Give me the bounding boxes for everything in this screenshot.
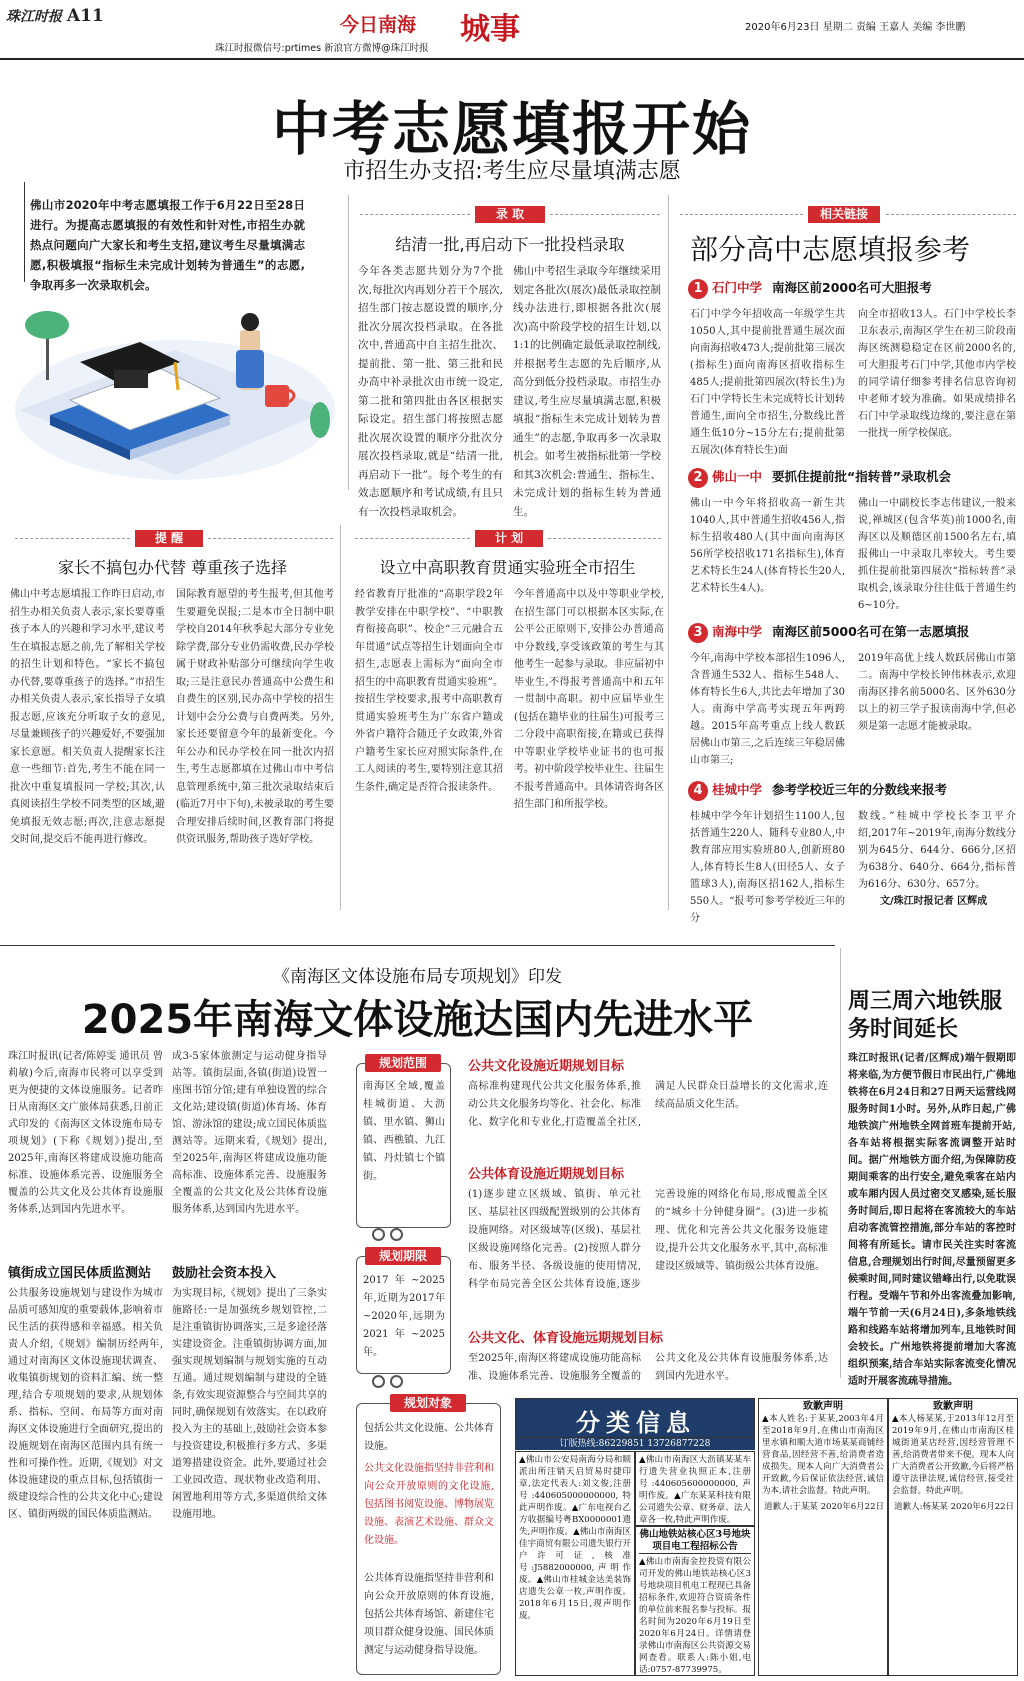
link-s3-c1: 今年,南海中学校本部招生1096人,含普通生532人、指标生548人、体育特长生6人,共比去年增加了30人。南海中学高考实现五年两跨越。2015年高考重点上线人数跃居佛山市第三,之后连续三年稳居佛山市第三; <box>690 653 845 766</box>
weibo-line: 珠江时报微信号:prtimes 新浪官方微博@珠江时报 <box>215 43 429 54</box>
box-scope-label: 规划范围 <box>365 1054 441 1072</box>
box-target-label: 规划对象 <box>390 1394 466 1412</box>
wenti-title: 2025年南海文体设施达国内先进水平 <box>81 997 754 1043</box>
box-period-label: 规划期限 <box>365 1247 441 1265</box>
edition-label: 今日南海 <box>340 14 417 36</box>
tixing-title: 家长不搞包办代替 尊重孩子选择 <box>57 558 288 577</box>
link-byline: 文/珠江时报记者 区辉成 <box>880 896 988 907</box>
link-s3-head: 3 南海中学 南海区前5000名可在第一志愿填报 <box>688 622 969 643</box>
link-s1-head: 1 石门中学 南海区前2000名可大胆报考 <box>688 278 932 299</box>
masthead-logo: 珠江时报 A11 <box>6 6 104 26</box>
wenti-sub1: 镇街成立国民体质监测站 <box>8 1266 152 1281</box>
section-label: 城事 <box>460 12 520 47</box>
box-scope-text: 南海区全域,覆盖桂城街道、大沥镇、里水镇、狮山镇、西樵镇、九江镇、丹灶镇七个镇街。 <box>363 1081 445 1182</box>
tixing-tag: 提 醒 <box>135 530 203 547</box>
ad-apology-1: 致歉声明 ▲本人姓名:于某某,2003年4月至2018年9月,在佛山市南海区里水镇和顺大道市场某某商铺经营食品,因经营不善,给消费者造成损失。现本人向广大消费者公开致歉,今后保证依法经营,诚信为本,请社会监督。特此声明。 道歉人:于某某 2020年6月22日 <box>758 1398 888 1676</box>
ad-block-2: ▲佛山市南海区大沥镇某某车行遗失营业执照正本,注册号:440605600000000,声明作废。▲广东某某科技有限公司遗失公章、财务章、法人章各一枚,特此声明作废。 <box>635 1451 755 1526</box>
jihua-title: 设立中高职教育贯通实验班全市招生 <box>379 558 636 577</box>
jihua-col1: 经省教育厅批准的“高职学段2年教学安排在中职学校”、“中职教育衔接高职”、校企“三元融合五年贯通”试点等招生计划面向全市招生,志愿表上需标为“面向全市招生的中高职教育贯通实验班”。按招生学校要求,报考中高职教育贯通实验班考生为广东省户籍或外省户籍符合随迁子女政策,外省户籍考生家长应对照实际条件,在工人阅读的考生,要特别注意其招生条件,确定是否符合报读条件。 <box>355 589 503 793</box>
link-s2-c2: 佛山一中副校长李志伟建议,一般来说,禅城区(包含华英)前1000名,南海区以及顺德区前1500名左右,填报佛山一中录取几率较大。考生要抓住提前批第四展次“指标转普”录取机会,该录取分往往低于普通生约6~10分。 <box>858 498 1016 611</box>
ad-notice: 佛山地铁站核心区3号地块项目电工程招标公告 ▲佛山市南海金控投资有限公司开发的佛山地铁站核心区3号地块项目机电工程现已具备招标条件,欢迎符合资质条件的单位前来报名参与投标。报名时间为2020年6月19日至2020年6月24日。详情请登录佛山市南海区公共资源交易网查看。联系人:陈小姐,电话:0757-87739975。 <box>635 1526 755 1676</box>
lead-subtitle: 市招生办支招:考生应尽量填满志愿 <box>343 159 681 184</box>
ad-block-1: ▲佛山市公安局南海分局和顺派出所注销天启贸易时捷印章,法定代表人:刘文俊,注册号:440605000000000,特此声明作废。▲广东电视台乙方收据编号粤BX0000001遗失,声明作废。▲佛山市南海区佳宇商贸有限公司遗失银行开户许可证,核准号:J5882000000,声明作废。▲佛山市桂城金达美装饰店遗失公章一枚,声明作废。2018年6月15日,现声明作废。 <box>515 1451 635 1676</box>
jihua-tag: 计 划 <box>475 530 543 547</box>
link-s1-c2: 向全市招收13人。石门中学校长李卫东表示,南海区学生在初三阶段南海区统测稳稳定在区前2000名的,可大胆报考石门中学,其他市内学校的同学请仔细参考排名信息咨询初中老师才较为准确。如果成绩排名石门中学录取线边缘的,要注意在第一批找一所学校保底。 <box>858 309 1016 439</box>
link-s3-c2: 2019年高优上线人数跃居佛山市第二。南海中学校长钟伟林表示,欢迎南海区排名前5000名、区外630分以上的初三学子报读南海中学,但必须是第一志愿才能被录取。 <box>858 653 1016 732</box>
box-target-p2: 公共文化设施指坚持非营利和向公众开放原则的文化设施,包括图书阅览设施、博物展览设施、表演艺术设施、群众文化设施。 <box>364 1463 494 1546</box>
box-period-text: 2017年~2025年,近期为2017年~2020年,远期为2021年~2025年。 <box>363 1275 445 1358</box>
link-s1-c1: 石门中学今年招收高一年级学生共1050人,其中提前批普通生展次面向南海招收473人;提前批第三展次(指标生)面向南海区招收指标生485人;提前批第四展次(特长生)为石门中学特长生未完成特长计划转普通生,面向全市招生,分数线比普通生低10分~15分左右;提前批第五展次(体育特长生)面 <box>690 309 845 456</box>
box-target-p3: 公共体育设施指坚持非营利和向公众开放原则的体育设施,包括公共体育场馆、新建住宅项目群众健身设施、国民体质测定与运动健身指导设施。 <box>364 1573 494 1656</box>
luqu-col1: 今年各类志愿共划分为7个批次,每批次内再划分若干个展次,招生部门按志愿设置的顺序,分批次分展次投档录取。在各批次中,普通高中自主招生批次、提前批、第一批、第三批和民办高中补录批次由市统一设定,第二批和第四批由各区根据实际设定。招生部门将按照志愿批次展次设置的顺序分批次分展次投档录取,就是“结清一批,再启动下一批”。每个考生的有效志愿顺序和考试成绩,有且只有一次投档录取机会。 <box>358 265 503 518</box>
lead-intro: 佛山市2020年中考志愿填报工作于6月22日至28日进行。为提高志愿填报的有效性和针对性,市招生办就热点问题向广大家长和考生支招,建议考生尽量填满志愿,积极填报“指标生未完成计划转为普通生”的志愿,争取再多一次录取机会。 <box>30 198 305 292</box>
link-s2-c1: 佛山一中今年将招收高一新生共1040人,其中普通生招收456人,指标生招收480人(其中面向南海区56所学校招收171名指标生),体育艺术特长生24人(体育特长生20人,艺术特长生4人)。 <box>690 498 845 594</box>
goal3-head: 公共文化、体育设施远期规划目标 <box>468 1331 664 1346</box>
box-target-p1: 包括公共文化设施、公共体育设施。 <box>364 1423 494 1452</box>
wenti-col1a: 珠江时报讯(记者/陈婷雯 通讯员 曾莉敏)今后,南海市民将可以享受到更为便捷的文体设施服务。记者昨日从南海区文广旅体局获悉,日前正式印发的《南海区文体设施布局专项规划》(下称《规划》)提出,至2025年,南海区将建成设施功能高标准、设施体系完善、设施服务全覆盖的公共文化及公共体育设施服务体系,达到国内先进水平。 <box>8 1051 163 1215</box>
link-s2-head: 2 佛山一中 要抓住提前批“指转普”录取机会 <box>688 467 951 488</box>
metro-text: 珠江时报讯(记者/区辉成)端午假期即将来临,为方便节假日市民出行,广佛地铁将在6月24日和27日两天运营线网服务时间1小时。另外,从昨日起,广佛地铁滨广州地铁全网首班车提前开站,各车站将根据实际客流调整开站时间。据广州地铁方面介绍,为保障防疫期间乘客的出行安全,避免乘客在站内或车厢内因人员过密交叉感染,延长服务时间后,即日起将在客流较大的车站启动客流管控措施,部分车站的客控时间将有所延长。请市民关注实时客流信息,合理规划出行时间,尽量预留更多候乘时间,同时建议错峰出行,以免耽误行程。受端午节和外出客流叠加影响,端午节前一天(6月24日),多条地铁线路和线路车站将增加列车,且地铁时间会较长。广州地铁将提前增加大客流组织预案,结合车站实际客流变化情况适时开展客流疏导措施。 <box>848 1053 1016 1387</box>
ads-banner: 分类信息 <box>515 1398 755 1438</box>
date-line: 2020年6月23日 星期二 责编 王嘉人 美编 李世鹏 <box>745 22 966 33</box>
ad-apology-2: 致歉声明 ▲本人杨某某,于2013年12月至2019年9月,在佛山市南海区桂城街道某店经营,因经营管理不善,给消费者带来不便。现本人向广大消费者公开致歉,今后将严格遵守法律法规,诚信经营,接受社会监督。特此声明。 道歉人:杨某某 2020年6月22日 <box>888 1398 1018 1676</box>
luqu-tag: 录 取 <box>475 206 545 223</box>
goal2-head: 公共体育设施近期规划目标 <box>468 1167 625 1182</box>
illustration-books-cap <box>10 290 340 485</box>
luqu-col2: 佛山中考招生录取今年继续采用划定各批次(展次)最低录取控制线办法进行,即根据各批次(展次)高中阶段学校的招生计划,以1:1的比例确定最低录取控制线,并根据考生志愿的先后顺序,从高分到低分投档录取。市招生办建议,考生应尽量填满志愿,积极填报“指标生未完成计划转为普通生”的志愿,争取再多一次录取机会。如考生被指标批第一学校和其3次机会:普通生、指标生、未完成计划的指标生转为普通生。 <box>513 265 661 518</box>
wenti-kicker: 《南海区文体设施布局专项规划》印发 <box>273 967 562 987</box>
link-tag: 相关链接 <box>808 206 880 223</box>
wenti-sub2: 鼓励社会资本投入 <box>172 1266 277 1281</box>
metro-title: 周三周六地铁服务时间延长 <box>848 989 1003 1042</box>
tixing-col1: 佛山中考志愿填报工作昨日启动,市招生办相关负责人表示,家长要尊重孩子本人的兴趣和学习水平,建议考生在填报志愿之前,先了解相关学校的招生计划和特色。“家长不搞包办代替,要尊重孩子的选择。”市招生办相关负责人表示,家长指导子女填报志愿,应该充分听取子女的意见,尽量兼顾孩子的兴趣爱好,不要强加家长意愿。相关负责人提醒家长注意一些细节:首先,考生不能在同一批次中重复填报同一学校;其次,认真阅读招生学校不同类型的区域,避免填报无效志愿;再次,注意志愿提交时间,提交后不能再进行修改。 <box>10 589 165 845</box>
goal2-text: (1)逐步建立区级域、镇街、单元社区、基层社区四级配置级别的公共体育设施网络。对区级域等(区级)、基层社区级设施网络化完善。(2)按照人群分布、服务半径、各级设施的使用情况,科学布局完善全区公共体育设施,逐步完善设施的网络化布局,形成覆盖全区的“城乡十分钟健身圈”。(3)进一步梳理、优化和完善公共文化服务设施建设,提升公共文化服务水平,其中,高标准建设区级域等、镇街级公共体育设施。 <box>468 1189 828 1290</box>
ads-tel: 订版热线:86229851 13726877228 <box>515 1438 755 1450</box>
tixing-col2: 国际教育愿望的考生报考,但其他考生要避免误报;二是本市全日制中职学校自2014年秋季起大部分专业免除学费,部分专业仍需收费,民办学校属于财政补贴部分可继续向学生收取;三是注意民办普通高中公费生和自费生的区别,民办高中学校的招生计划中会分公费与自费两类。另外,家长还要留意今年的最新变化。今年公办和民办学校在同一批次内招生,考生志愿都填在过佛山市中考信息管理系统中,第三批次录取结束后(临近7月中下旬),未被录取的考生要合理安排后续时间,区教育部门将提供资讯服务,帮助孩子选好学校。 <box>176 589 334 845</box>
goal1-head: 公共文化设施近期规划目标 <box>468 1059 625 1074</box>
wenti-col2a: 成3-5家体旅测定与运动健身指导站等。镇街层面,各镇(街道)设置一座图书馆分馆;建有单独设置的综合文化站;建设镇(街道)体育场、体育馆、游泳馆的建设;成立国民体质监测站等。远期来看,《规划》提出,至2025年,南海区将建成设施功能高标准、设施体系完善、设施服务全覆盖的公共文化及公共体育设施服务体系,达到国内先进水平。 <box>172 1051 327 1215</box>
wenti-col1b: 公共服务设施规划与建设作为城市品质可感知度的重要载体,影响着市民生活的获得感和幸福感。相关负责人介绍,《规划》编制历经两年,通过对南海区文体设施现状调查、收集镇街规划的资料汇编、统一整理,结合专项规划的要求,从规划体系、指标、空间、布局等方面对南海区文体设施进行全面研究,提出的设施规划在南海区范围内具有统一性和可操作性。近期,《规划》对文体设施建设的重点目标,包括镇街一级建设综合性的公共文化中心;建设区、镇街两级的国民体质监测站。 <box>8 1288 163 1520</box>
link-title: 部分高中志愿填报参考 <box>690 233 971 266</box>
wenti-col2b: 为实现目标,《规划》提出了三条实施路径:一是加强统乡规划管控,二是注重镇街协调落实,三是多途径落实建设资金。注重镇街协调方面,加强实现规划编制与规划实施的互动互通。通过规划编制与建设的全链条,有效实现资源整合与空间共享的同时,确保规划有效落实。在以政府投入为主的基础上,鼓励社会资本参与投资建设,积极推行多方式、多渠道筹措建设资金。此外,要通过社会工业园改造、现状物业改造利用、闲置地利用等方式,多渠道供给文体设施用地。 <box>172 1288 327 1520</box>
goal3-text: 至2025年,南海区将建成设施功能高标准、设施体系完善、设施服务全覆盖的公共文化及公共体育设施服务体系,达到国内先进水平。 <box>468 1353 828 1382</box>
luqu-title: 结清一批,再启动下一批投档录取 <box>395 235 625 254</box>
link-s4-c2: 数线。”桂城中学校长李卫平介绍,2017年~2019年,南海分数线分别为645分、644分、666分,区招为638分、640分、664分,指标普为616分、630分、657分。 <box>858 811 1016 890</box>
goal1-text: 高标准构建现代公共文化服务体系,推动公共文化服务均等化、社会化、标准化、数字化和专业化,打造覆盖全社区,满足人民群众日益增长的文化需求,连续高品质文化生活。 <box>468 1081 828 1128</box>
lead-title: 中考志愿填报开始 <box>271 95 752 163</box>
jihua-col2: 今年普通高中以及中等职业学校,在招生部门可以根据本区实际,在公平公正原则下,安排公办普通高中分数线,享受该政策的考生与其他考生一起参与录取。非应届初中毕业生,不得报考普通高中和五年一贯制中高职。初中应届毕业生(包括在籍毕业的往届生)可报考三二分段中高职衔接,在籍或已获得中等职业学校毕业证书的也可报考。初中阶段学校毕业生、往届生不报考普通高中。具体请咨询各区招生部门和所报学校。 <box>514 589 664 810</box>
link-s4-c1: 桂城中学今年计划招生1100人,包括普通生220人、随科专业80人,中教育部应用实验班80人,创新班80人,体育特长生8人(田径5人、女子篮球3人),南海区招162人,指标生550人。“报考可参考学校近三年的分 <box>690 811 845 924</box>
link-s4-head: 4 桂城中学 参考学校近三年的分数线来报考 <box>688 780 947 801</box>
